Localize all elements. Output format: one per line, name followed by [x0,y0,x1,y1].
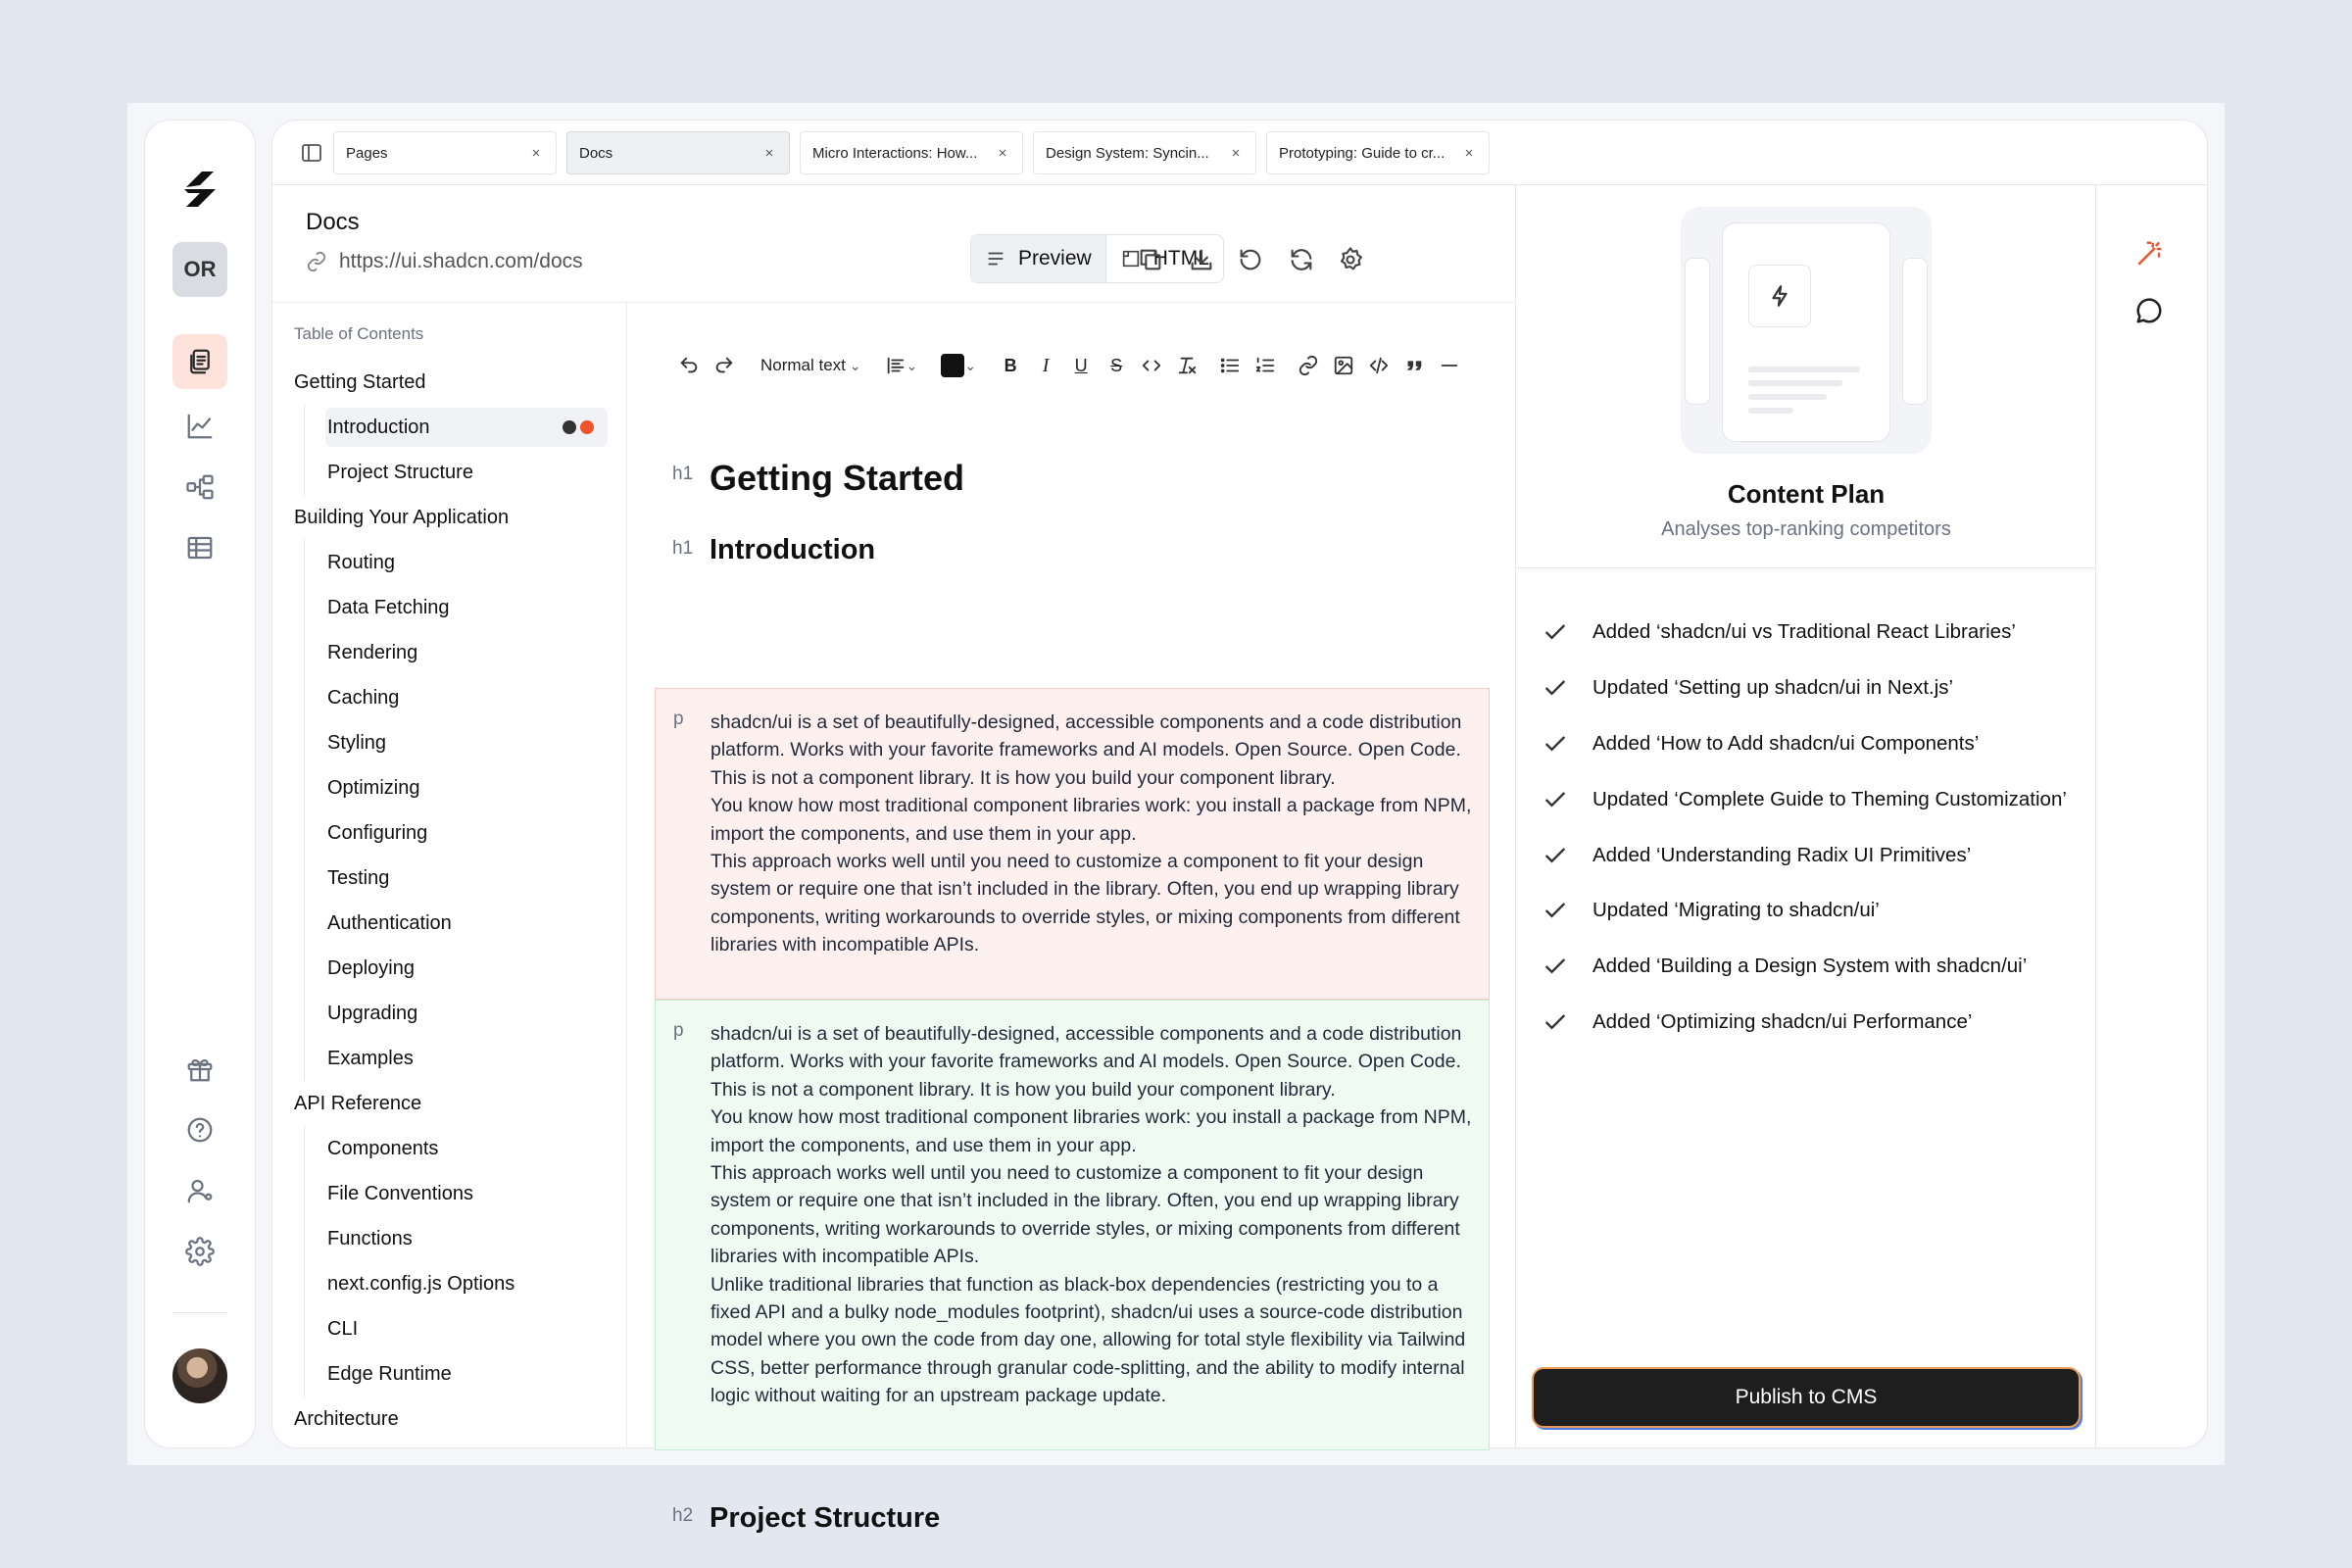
toc-item-label: Architecture [294,1407,399,1430]
bullet-list-icon[interactable] [1219,351,1241,380]
strikethrough-button[interactable]: S [1110,355,1123,375]
tab-design-system[interactable] [1033,131,1256,174]
chevron-down-icon: ⌄ [906,357,918,373]
added-paragraph-block[interactable] [655,1000,1490,1450]
toc-item-body [325,813,608,853]
rail-divider [172,1312,227,1313]
tab-docs[interactable] [566,131,790,174]
heading-introduction[interactable]: Introduction [710,534,876,565]
tab-pages[interactable] [333,131,557,174]
plan-item-label: Added ‘Optimizing shadcn/ui Performance’ [1592,1009,1973,1033]
redo-icon[interactable] [713,351,735,380]
rail-item-settings[interactable] [172,1224,227,1279]
chevron-down-icon: ⌄ [849,357,861,373]
color-swatch [941,354,964,377]
paragraph-text [710,709,1475,959]
toc-item-body [325,949,608,988]
toc-item-body [325,994,608,1033]
plan-item [1542,995,2090,1051]
inline-code-icon[interactable] [1141,351,1162,380]
toc-item-label: Configuring [327,821,428,844]
text-color-select[interactable] [941,351,976,380]
user-settings-icon [185,1176,215,1205]
toc-item-body [325,588,608,627]
paragraph-line: shadcn/ui is a set of beautifully-designed, accessible components and a code distribution platform. Works with your favorite frameworks and AI models. Open Source. Open Code. [710,1023,1462,1073]
toc-item-label: Project Structure [327,461,473,483]
horizontal-rule-icon[interactable] [1439,351,1460,380]
heading-getting-started[interactable]: Getting Started [710,458,965,498]
toc-item[interactable] [294,540,608,585]
paragraph-line: This approach works well until you need to customize a component to fit your design system or require one that isn’t included in the library. Often, you end up wrapping library components, writing workarounds to override styles, or mixing components from different libraries with incompatible APIs. [710,1162,1460,1268]
workspace-initials: OR [183,257,217,281]
plan-item [1542,771,2090,827]
comment-icon[interactable] [2132,293,2167,328]
logo-icon[interactable] [172,162,227,217]
toc-item-label: Examples [327,1047,414,1069]
block-tag: p [673,709,684,729]
plan-item-label: Added ‘Building a Design System with shadcn/ui’ [1592,955,2028,978]
toc-item-body [325,408,608,447]
toc-item-label: Edge Runtime [327,1362,452,1385]
editor [627,303,1515,1534]
plan-item [1542,716,2090,772]
toc-item-label: next.config.js Options [327,1272,515,1295]
toc-item-body [325,1219,608,1258]
tab-micro-interactions[interactable] [800,131,1023,174]
close-icon[interactable]: × [998,144,1007,162]
toc-item[interactable] [294,765,608,810]
table-icon [185,533,215,563]
toc-item[interactable] [294,1261,608,1306]
toc-item-body [325,1354,608,1394]
toc-item[interactable] [294,901,608,946]
toc-item[interactable] [294,856,608,901]
plan-item-label: Updated ‘Complete Guide to Theming Customization’ [1592,787,2067,810]
toc-item-label: Functions [327,1227,413,1250]
paragraph-line: This approach works well until you need to customize a component to fit your design system or require one that isn’t included in the library. Often, you end up wrapping library components, writing workarounds to override styles, or mixing components from different libraries with incompatible APIs. [710,851,1460,956]
rail-item-documents[interactable] [172,334,227,389]
refresh-icon[interactable] [1288,246,1315,273]
toc-item[interactable] [294,1216,608,1261]
paragraph-line: You know how most traditional component libraries work: you install a package from NPM, import the components, and use them in your app. [710,795,1472,845]
utility-bar [2095,185,2209,1449]
chart-line-icon [185,412,215,441]
toc-item[interactable] [294,1126,608,1171]
rail-item-analytics[interactable] [172,399,227,454]
plan-item [1542,827,2090,883]
placeholder-line [1748,394,1827,400]
tab-label: Pages [346,144,388,162]
toc-item[interactable] [294,405,608,450]
toc-item-label: Optimizing [327,776,420,799]
placeholder-line [1748,408,1793,414]
plan-item [1542,605,2090,661]
settings-icon[interactable] [1337,246,1364,273]
link-icon [306,251,327,272]
toc-item-body [325,1174,608,1213]
avatar[interactable] [172,1348,227,1403]
plan-item [1542,661,2090,716]
heading-project-structure[interactable]: Project Structure [710,1502,941,1534]
document-url[interactable] [306,250,583,273]
numbered-list-icon[interactable] [1254,351,1276,380]
toc-item[interactable] [294,675,608,720]
help-circle-icon [185,1115,215,1145]
toc-item-label: Getting Started [294,370,426,393]
toc-item-label: File Conventions [327,1182,473,1204]
toc-item[interactable] [294,946,608,991]
app-rail [144,120,256,1448]
toc-item[interactable] [294,720,608,765]
link-icon[interactable] [1298,351,1319,380]
toc-item-body [325,858,608,898]
toc-item[interactable] [294,1081,608,1126]
history-icon[interactable] [1237,246,1264,273]
paragraph-line: shadcn/ui is a set of beautifully-designed, accessible components and a code distribution platform. Works with your favorite frameworks and AI models. Open Source. Open Code. [710,711,1462,761]
check-icon [1542,674,1569,702]
toc-item-body [325,768,608,808]
copy-icon[interactable] [1137,246,1164,273]
toc-item[interactable] [294,1396,608,1442]
check-icon [1542,842,1569,869]
toc-item-body [325,633,608,672]
align-left-icon [885,355,906,376]
toc-item-label: Routing [327,551,395,573]
toc-item[interactable] [294,991,608,1036]
rail-item-account[interactable] [172,1163,227,1218]
toc-item-label: CLI [327,1317,359,1340]
paragraph-line: This is not a component library. It is how you build your component library. [710,766,1336,789]
plan-title: Content Plan [1727,479,1886,509]
plan-item [1542,939,2090,995]
toc-item-body [325,678,608,717]
removed-paragraph-block[interactable] [655,688,1490,1000]
placeholder-line [1748,367,1860,372]
close-icon[interactable]: × [764,144,774,162]
magic-wand-icon[interactable] [2132,236,2167,271]
clear-format-icon[interactable] [1176,351,1198,380]
toc-item-body [325,453,608,492]
underline-button[interactable]: U [1074,355,1088,375]
rail-item-help[interactable] [172,1102,227,1157]
italic-button[interactable]: I [1042,354,1050,376]
toc-item-label: Testing [327,866,390,889]
view-mode-toggle [970,234,1224,283]
toc-item[interactable] [294,1306,608,1351]
status-dot [580,420,594,434]
workspace-switcher[interactable] [172,242,227,297]
table-of-contents [272,303,627,1449]
toc-item-body [325,1264,608,1303]
plan-item-label: Added ‘shadcn/ui vs Traditional React Libraries’ [1592,620,2016,644]
tab-label: Design System: Syncin... [1046,144,1209,162]
toc-item-label: Caching [327,686,400,709]
text-style-value: Normal text [760,356,846,374]
toc-item-body [325,1039,608,1078]
block-tag: h1 [672,464,694,484]
tab-prototyping[interactable] [1266,131,1490,174]
gift-icon [185,1054,215,1084]
rail-item-gift[interactable] [172,1042,227,1097]
toc-item-body [294,363,608,402]
rail-item-table[interactable] [172,520,227,575]
text-style-select[interactable] [760,351,861,380]
toc-list [294,360,608,1442]
toc-item[interactable] [294,1036,608,1081]
preview-button[interactable] [971,235,1106,282]
check-icon [1542,953,1569,980]
check-icon [1542,1008,1569,1036]
toc-item-label: Deploying [327,956,415,979]
tab-label: Prototyping: Guide to cr... [1279,144,1446,162]
url-text: https://ui.shadcn.com/docs [339,250,583,272]
toc-item-label: Authentication [327,911,452,934]
check-icon [1542,618,1569,646]
close-icon[interactable]: × [531,144,541,162]
image-icon[interactable] [1333,351,1354,380]
check-icon [1542,897,1569,924]
toc-item[interactable] [294,585,608,630]
code-block-icon[interactable] [1368,351,1390,380]
chevron-down-icon: ⌄ [964,357,977,373]
plan-divider [1516,567,2096,568]
content-plan-panel [1515,185,2095,1449]
undo-icon[interactable] [678,351,700,380]
text-align-icon [985,248,1006,270]
toc-item[interactable] [294,450,608,495]
plan-side-sheet [1685,258,1710,405]
plan-sheet [1722,222,1890,442]
plan-item-label: Added ‘How to Add shadcn/ui Components’ [1592,731,1980,755]
status-dots [563,420,594,434]
plan-item-label: Updated ‘Setting up shadcn/ui in Next.js’ [1592,676,1954,700]
toc-item-label: Building Your Application [294,506,510,528]
toc-item[interactable] [294,1171,608,1216]
toc-item[interactable] [294,1351,608,1396]
workflow-icon [185,472,215,502]
documents-icon [185,347,215,376]
toc-item-label: API Reference [294,1092,422,1114]
check-icon [1542,786,1569,813]
gear-icon [185,1237,215,1266]
status-dot [563,420,576,434]
tab-bar [272,121,2207,185]
download-icon[interactable] [1188,246,1215,273]
toc-item[interactable] [294,495,608,540]
plan-change-list [1542,605,2090,1050]
main-panel [271,120,2208,1534]
paragraph-line: Unlike traditional libraries that function as black-box dependencies (restricting you to a fixed API and a bulky node_modules footprint), shadcn/ui uses a source-code distribution model where you own the code from day one, allowing for total style flexibility via Tailwind CSS, better performance through granular code-splitting, and the ability to modify internal logic without waiting for an upstream package update. [710,1273,1466,1407]
paragraph-line: This is not a component library. It is how you build your component library. [710,1078,1336,1101]
toc-item-body [294,1084,608,1123]
quote-icon[interactable] [1403,351,1425,380]
placeholder-line [1748,380,1842,386]
toc-item-label: Data Fetching [327,596,450,618]
plan-subtitle: Analyses top-ranking competitors [1661,518,1951,540]
close-icon[interactable]: × [1464,144,1474,162]
toc-item[interactable] [294,630,608,675]
toc-item-label: Styling [327,731,387,754]
toc-item-body [325,904,608,943]
toc-item-body [294,498,608,537]
page-title: Docs [306,209,360,235]
align-select[interactable] [885,351,918,380]
sidebar-toggle-icon[interactable] [300,141,323,165]
formatting-toolbar [678,348,1460,383]
block-tag: h2 [672,1505,694,1526]
toc-item-label: Upgrading [327,1002,418,1024]
block-tag: p [673,1020,684,1041]
toc-item-body [325,1309,608,1348]
toc-item-body [325,543,608,582]
publish-to-cms-button[interactable]: Publish to CMS [1534,1369,2079,1426]
preview-label: Preview [1018,247,1092,270]
close-icon[interactable]: × [1231,144,1241,162]
plan-side-sheet [1902,258,1928,405]
check-icon [1542,730,1569,758]
toc-heading: Table of Contents [294,324,424,343]
html-label: HTML [1152,247,1209,270]
toc-item-label: Rendering [327,641,418,663]
toc-item-body [294,1399,608,1439]
plan-illustration [1681,207,1932,454]
document-header [272,185,1515,303]
toc-item-body [325,1129,608,1168]
paragraph-text [710,1020,1475,1410]
paragraph-line: You know how most traditional component libraries work: you install a package from NPM, import the components, and use them in your app. [710,1106,1472,1156]
lightning-icon [1748,265,1811,327]
toc-item[interactable] [294,810,608,856]
bold-button[interactable]: B [1004,355,1017,375]
toc-item-label: Introduction [327,416,430,438]
plan-item-label: Updated ‘Migrating to shadcn/ui’ [1592,899,1880,922]
plan-item [1542,883,2090,939]
toc-item-label: Components [327,1137,439,1159]
tab-label: Docs [579,144,613,162]
block-tag: h1 [672,538,694,559]
plan-item-label: Added ‘Understanding Radix UI Primitives’ [1592,843,1972,866]
toc-item[interactable] [294,360,608,405]
rail-item-workflow[interactable] [172,460,227,514]
tab-label: Micro Interactions: How... [812,144,978,162]
toc-item-body [325,723,608,762]
